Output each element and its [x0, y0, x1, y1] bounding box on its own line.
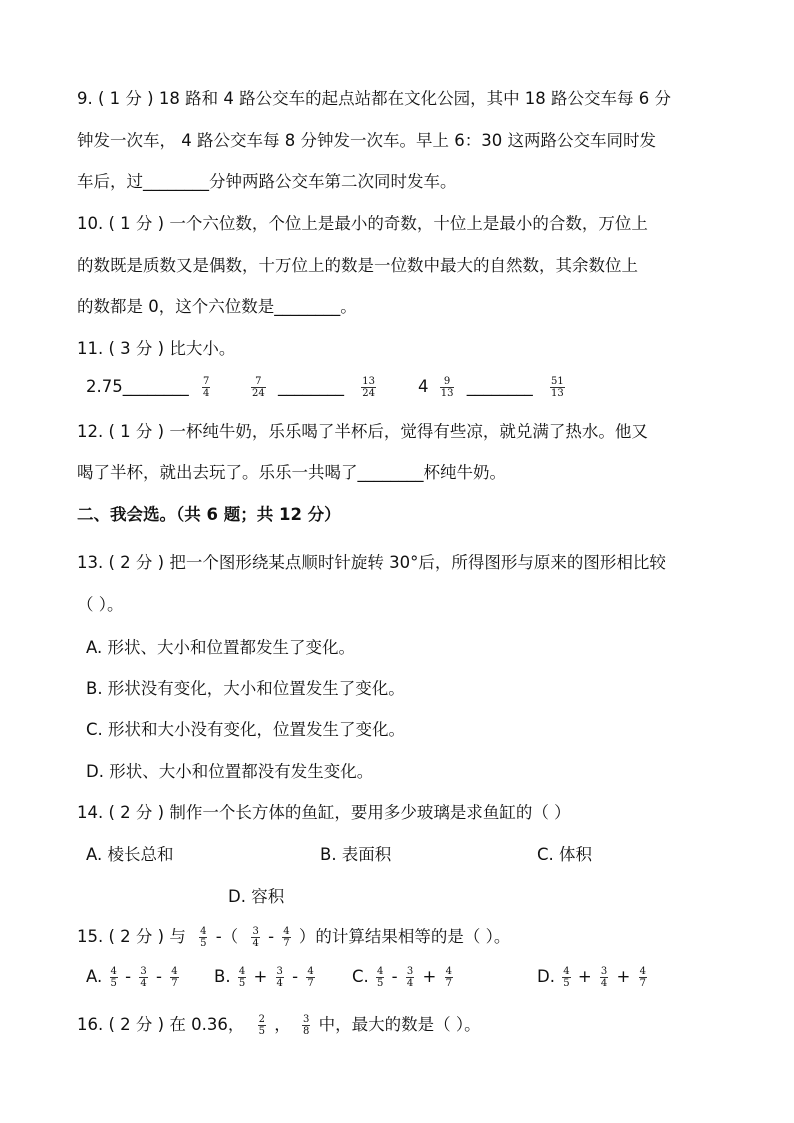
q12-line-1: 12. ( 1 分 ) 一杯纯牛奶，乐乐喝了半杯后，觉得有些凉，就兑满了热水。他又	[77, 422, 648, 441]
q16-stem	[77, 1014, 481, 1037]
denominator: 24	[252, 388, 265, 399]
q15-fraction-1	[199, 926, 207, 949]
q15-option-c	[352, 966, 456, 989]
fraction	[600, 966, 608, 989]
numerator: 4	[377, 966, 384, 977]
section-heading: 二、我会选。（共 6 题；共 12 分）	[77, 505, 341, 524]
denominator: 5	[238, 978, 246, 989]
numerator: 7	[255, 376, 262, 387]
denominator: 13	[550, 388, 564, 399]
q13-line-2: （ ）。	[77, 595, 124, 614]
q15-paren-open: -（	[215, 927, 239, 946]
numerator: 4	[238, 966, 246, 977]
fraction	[406, 966, 414, 989]
fraction	[110, 966, 118, 989]
numerator: 3	[406, 966, 414, 977]
denominator: 7	[283, 938, 290, 949]
denominator: 7	[639, 978, 646, 989]
denominator: 7	[171, 978, 178, 989]
q9-line-1: 9. ( 1 分 ) 18 路和 4 路公交车的起点站都在文化公园，其中 18 路公交车每 6 分	[77, 89, 672, 108]
option-label: C.	[352, 967, 369, 986]
denominator: 7	[307, 978, 314, 989]
q15-operator: -	[268, 927, 275, 946]
fraction	[376, 966, 384, 989]
fraction	[639, 966, 647, 989]
q11-c1-fraction	[202, 376, 210, 399]
q13-option-b: B. 形状没有变化，大小和位置发生了变化。	[86, 679, 405, 698]
numerator: 7	[203, 376, 210, 387]
denominator: 5	[377, 978, 384, 989]
q11-c2-fraction-left	[251, 376, 266, 399]
q11-compare-3	[418, 376, 568, 399]
q16-comma: ，	[274, 1015, 291, 1034]
option-label: B.	[214, 967, 231, 986]
q14-option-a: A. 棱长总和	[86, 845, 174, 864]
q15-option-b	[214, 966, 318, 989]
fraction	[139, 966, 147, 989]
denominator: 5	[110, 978, 117, 989]
q16-fraction-2	[302, 1014, 310, 1037]
numerator: 4	[445, 966, 452, 977]
numerator: 4	[283, 926, 290, 937]
q11-c2-fraction-right	[361, 376, 376, 399]
q15-suffix: ）的计算结果相等的是（ ）。	[298, 927, 511, 946]
q14-line-1: 14. ( 2 分 ) 制作一个长方体的鱼缸，要用多少玻璃是求鱼缸的（ ）	[77, 803, 571, 822]
q16-prefix: 16. ( 2 分 ) 在 0.36，	[77, 1015, 245, 1034]
q12-line-2: 喝了半杯，就出去玩了。乐乐一共喝了________杯纯牛奶。	[77, 463, 506, 482]
q16-fraction-1	[258, 1014, 266, 1037]
denominator: 4	[600, 978, 608, 989]
numerator: 51	[550, 376, 564, 387]
numerator: 2	[258, 1014, 265, 1025]
numerator: 4	[110, 966, 117, 977]
q15-fraction-3	[282, 926, 290, 949]
q14-option-c: C. 体积	[537, 845, 593, 864]
denominator: 13	[440, 388, 454, 399]
q11-c3-blank: ________	[466, 377, 533, 396]
q15-option-d	[537, 966, 650, 989]
operator: -	[292, 967, 299, 986]
operator: +	[616, 967, 631, 986]
denominator: 5	[258, 1026, 265, 1037]
denominator: 4	[252, 938, 259, 949]
q10-line-2: 的数既是质数又是偶数，十万位上的数是一位数中最大的自然数，其余数位上	[77, 256, 638, 275]
numerator: 13	[362, 376, 375, 387]
q10-line-1: 10. ( 1 分 ) 一个六位数，个位上是最小的奇数，十位上是最小的合数，万位上	[77, 214, 648, 233]
q16-suffix: 中，最大的数是（ ）。	[318, 1015, 481, 1034]
q11-compare-2	[248, 376, 379, 399]
numerator: 4	[639, 966, 646, 977]
fraction	[238, 966, 246, 989]
operator: +	[422, 967, 437, 986]
fraction	[170, 966, 178, 989]
fraction	[445, 966, 453, 989]
fraction	[306, 966, 314, 989]
numerator: 3	[252, 926, 259, 937]
q11-compare-1	[86, 376, 213, 399]
option-label: A.	[86, 967, 103, 986]
q14-option-d: D. 容积	[228, 887, 285, 906]
fraction	[276, 966, 284, 989]
operator: +	[253, 967, 268, 986]
numerator: 3	[140, 966, 147, 977]
q11-c2-blank: ________	[277, 377, 344, 396]
q11-c1-left: 2.75________	[86, 377, 189, 396]
numerator: 9	[443, 376, 451, 387]
numerator: 4	[200, 926, 207, 937]
denominator: 5	[563, 978, 570, 989]
numerator: 3	[302, 1014, 310, 1025]
denominator: 4	[406, 978, 414, 989]
q15-stem	[77, 926, 510, 949]
q9-line-3: 车后，过________分钟两路公交车第二次同时发车。	[77, 172, 457, 191]
q14-option-b: B. 表面积	[320, 845, 392, 864]
q11-c3-fraction-left	[440, 376, 455, 399]
q13-option-a: A. 形状、大小和位置都发生了变化。	[86, 638, 355, 657]
operator: -	[125, 967, 132, 986]
numerator: 4	[171, 966, 178, 977]
q10-line-3: 的数都是 0，这个六位数是________。	[77, 297, 357, 316]
numerator: 3	[600, 966, 608, 977]
denominator: 8	[302, 1026, 310, 1037]
denominator: 4	[140, 978, 147, 989]
denominator: 4	[203, 388, 210, 399]
option-label: D.	[537, 967, 555, 986]
numerator: 3	[276, 966, 283, 977]
denominator: 5	[200, 938, 207, 949]
operator: +	[577, 967, 592, 986]
denominator: 7	[445, 978, 452, 989]
q13-line-1: 13. ( 2 分 ) 把一个图形绕某点顺时针旋转 30°后，所得图形与原来的图形相比较	[77, 553, 666, 572]
q9-line-2: 钟发一次车， 4 路公交车每 8 分钟发一次车。早上 6：30 这两路公交车同时发	[77, 131, 656, 150]
numerator: 4	[307, 966, 314, 977]
q15-option-a	[86, 966, 182, 989]
q11-c3-fraction-right	[550, 376, 565, 399]
q15-fraction-2	[251, 926, 259, 949]
operator: -	[155, 967, 162, 986]
q13-option-d: D. 形状、大小和位置都没有发生变化。	[86, 762, 374, 781]
q15-prefix: 15. ( 2 分 ) 与	[77, 927, 186, 946]
denominator: 4	[276, 978, 283, 989]
numerator: 4	[563, 966, 570, 977]
operator: -	[391, 967, 398, 986]
fraction	[562, 966, 570, 989]
q11-c3-whole: 4	[418, 377, 429, 396]
denominator: 24	[362, 388, 375, 399]
q11-line-1: 11. ( 3 分 ) 比大小。	[77, 339, 236, 358]
q13-option-c: C. 形状和大小没有变化，位置发生了变化。	[86, 720, 406, 739]
